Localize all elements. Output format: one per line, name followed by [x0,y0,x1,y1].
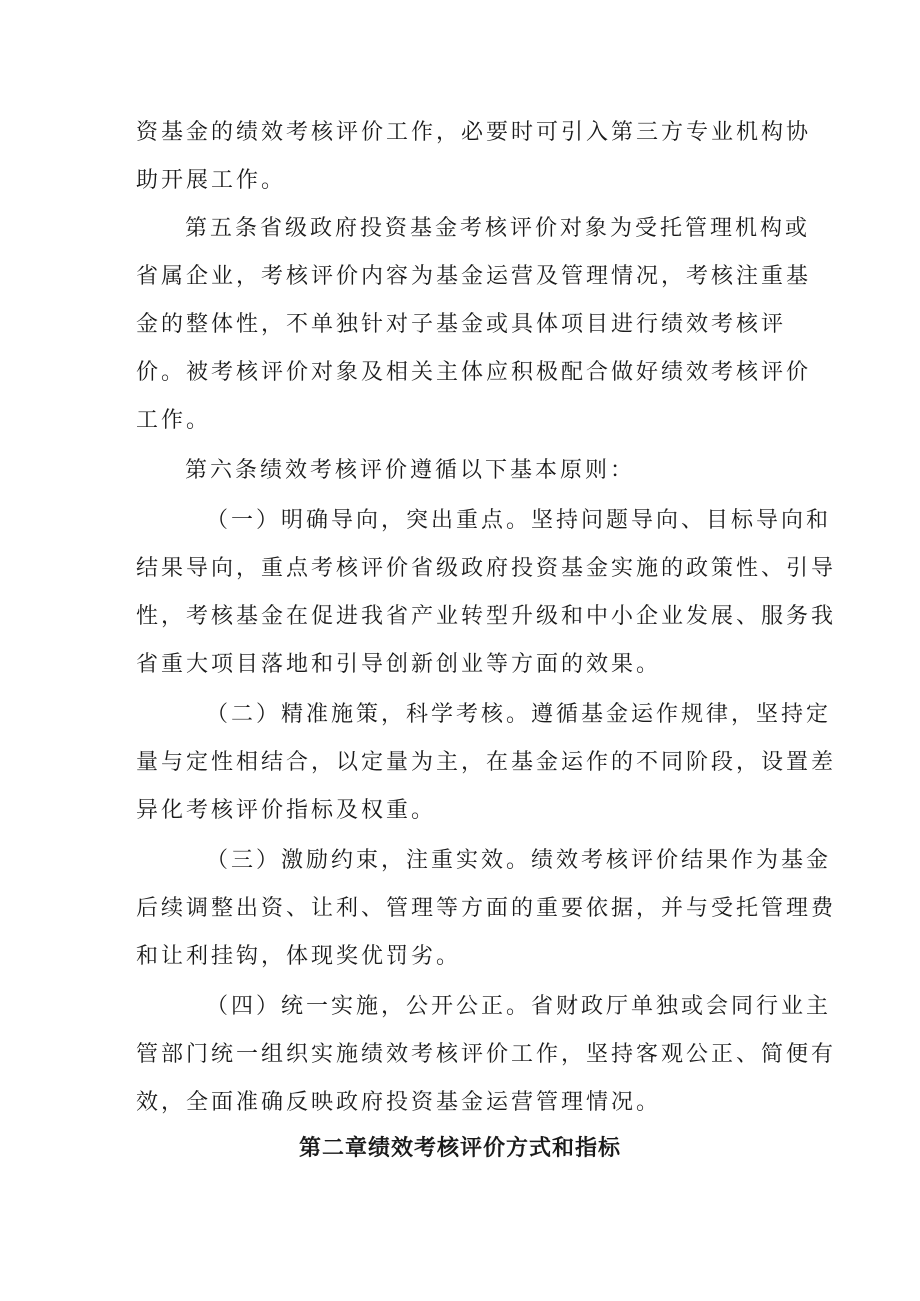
article-5-line: 工作。 [136,408,212,433]
article-6-line: 第六条绩效考核评价遵循以下基本原则： [185,458,636,483]
principle-1-line: 性，考核基金在促进我省产业转型升级和中小企业发展、服务我 [136,604,837,629]
principle-2-line: 量与定性相结合，以定量为主，在基金运作的不同阶段，设置差 [136,750,837,775]
principle-4-line: 管部门统一组织实施绩效考核评价工作，坚持客观公正、简便有 [136,1042,837,1067]
chapter-title: 第二章绩效考核评价方式和指标 [298,1136,621,1161]
principle-1-line: 省重大项目落地和引导创新创业等方面的效果。 [136,652,662,677]
article-5-line: 省属企业，考核评价内容为基金运营及管理情况，考核注重基 [136,264,812,289]
principle-1-line: （一）明确导向，突出重点。坚持问题导向、目标导向和 [206,508,832,533]
article-5-line: 金的整体性，不单独针对子基金或具体项目进行绩效考核评 [136,312,787,337]
principle-3-line: （三）激励约束，注重实效。绩效考核评价结果作为基金 [206,848,832,873]
principle-4-line: （四）统一实施，公开公正。省财政厅单独或会同行业主 [206,994,832,1019]
paragraph-line: 资基金的绩效考核评价工作，必要时可引入第三方专业机构协 [136,120,812,145]
principle-2-line: 异化考核评价指标及权重。 [136,798,437,823]
principle-3-line: 和让利挂钩，体现奖优罚劣。 [136,944,462,969]
principle-3-line: 后续调整出资、让利、管理等方面的重要依据，并与受托管理费 [136,896,837,921]
principle-4-line: 效，全面准确反映政府投资基金运营管理情况。 [136,1090,662,1115]
article-5-line: 第五条省级政府投资基金考核评价对象为受托管理机构或 [185,216,811,241]
principle-1-line: 结果导向，重点考核评价省级政府投资基金实施的政策性、引导 [136,556,837,581]
article-5-line: 价。被考核评价对象及相关主体应积极配合做好绩效考核评价 [136,360,812,385]
paragraph-line: 助开展工作。 [136,168,287,193]
principle-2-line: （二）精准施策，科学考核。遵循基金运作规律，坚持定 [206,702,832,727]
